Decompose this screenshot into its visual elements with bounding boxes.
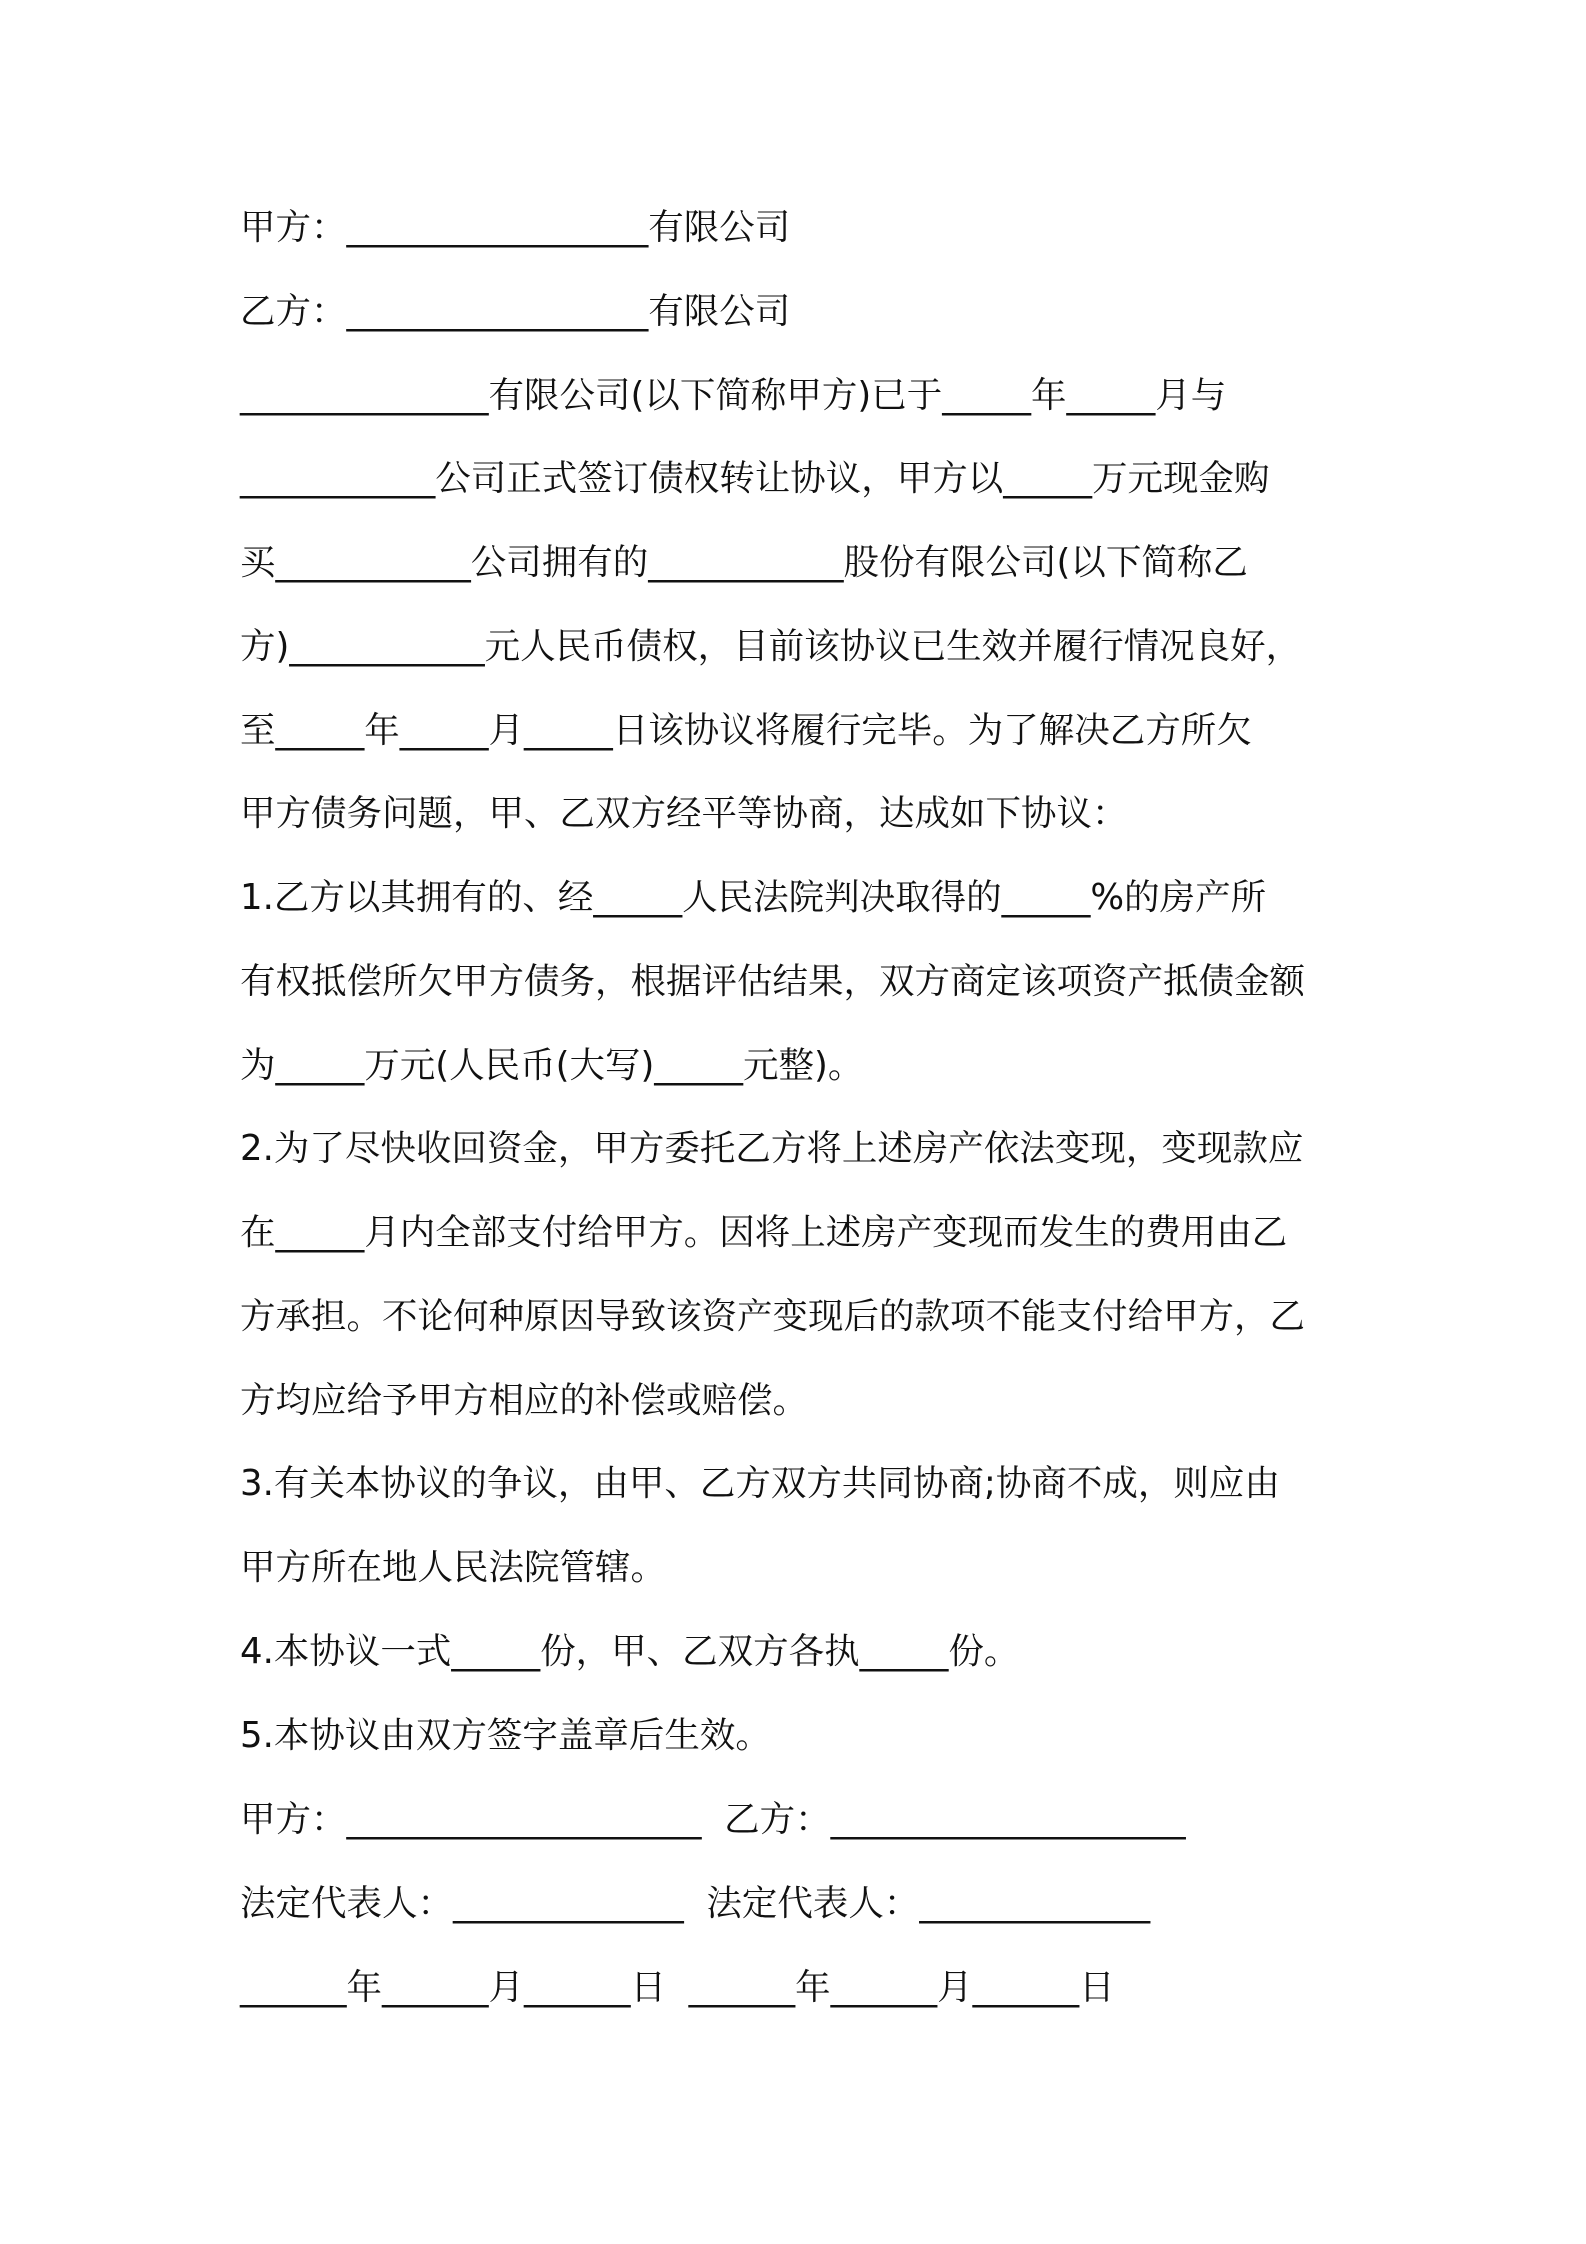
signature-parties-line: 甲方：____________________ 乙方：____________________ xyxy=(240,1799,1186,1840)
clause-1-line: 有权抵偿所欠甲方债务，根据评估结果，双方商定该项资产抵债金额 xyxy=(240,961,1306,1002)
body-text-line: 买___________公司拥有的___________股份有限公司(以下简称乙 xyxy=(240,542,1248,583)
body-text-line: 甲方债务问题，甲、乙双方经平等协商，达成如下协议： xyxy=(240,793,1128,834)
body-text-line: 方)___________元人民币债权，目前该协议已生效并履行情况良好， xyxy=(240,626,1302,667)
body-text-line: 至_____年_____月_____日该协议将履行完毕。为了解决乙方所欠 xyxy=(240,710,1252,751)
clause-1-line: 1.乙方以其拥有的、经_____人民法院判决取得的_____%的房产所 xyxy=(240,877,1267,918)
clause-2-line: 2.为了尽快收回资金，甲方委托乙方将上述房产依法变现，变现款应 xyxy=(240,1128,1304,1169)
clause-2-line: 在_____月内全部支付给甲方。因将上述房产变现而发生的费用由乙 xyxy=(240,1212,1288,1253)
signature-date-line: ______年______月______日 ______年______月______日 xyxy=(240,1967,1115,2008)
clause-2-line: 方均应给予甲方相应的补偿或赔偿。 xyxy=(240,1380,809,1421)
clause-5-line: 5.本协议由双方签字盖章后生效。 xyxy=(240,1715,771,1756)
clause-2-line: 方承担。不论何种原因导致该资产变现后的款项不能支付给甲方，乙 xyxy=(240,1296,1306,1337)
body-text-line: ______________有限公司(以下简称甲方)已于_____年_____月与 xyxy=(240,375,1227,416)
clause-1-line: 为_____万元(人民币(大写)_____元整)。 xyxy=(240,1045,864,1086)
clause-3-line: 甲方所在地人民法院管辖。 xyxy=(240,1547,667,1588)
clause-4-line: 4.本协议一式_____份，甲、乙双方各执_____份。 xyxy=(240,1631,1020,1672)
party-a-line: 甲方：_________________有限公司 xyxy=(240,207,791,248)
clause-3-line: 3.有关本协议的争议，由甲、乙方双方共同协商;协商不成，则应由 xyxy=(240,1463,1280,1504)
signature-representative-line: 法定代表人：_____________ 法定代表人：_____________ xyxy=(240,1883,1151,1924)
party-b-line: 乙方：_________________有限公司 xyxy=(240,291,791,332)
body-text-line: ___________公司正式签订债权转让协议，甲方以_____万元现金购 xyxy=(240,458,1270,499)
